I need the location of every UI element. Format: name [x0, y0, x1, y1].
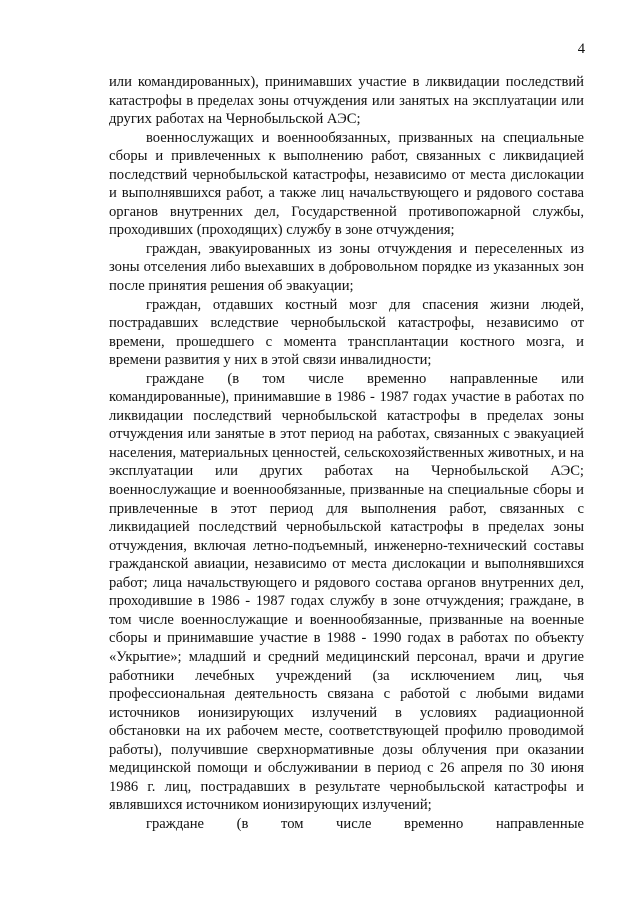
paragraph-continuation: или командированных), принимавших участие в ликвидации последствий катастрофы в пределах зоны отчуждения или занятых на эксплуатации или других работах на Чернобыльской АЭС; — [109, 74, 584, 128]
paragraph-liquidators-1986-1987: граждане (в том числе временно направленные или командированные), принимавшие в 1986 - 1987 годах участие в работах по ликвидации последствий чернобыльской катастрофы в пределах зоны отчуждения или занятые в этот период на работах, связанных с эвакуацией населения, материальных ценностей, сельскохозяйственных животных, и на эксплуатации или других работах на Чернобыльской АЭС; военнослужащие и военнообязанные, призванные на специальные сборы и привлеченные в этот период для выполнения работ, связанных с ликвидацией последствий чернобыльской катастрофы в пределах зоны отчуждения, включая летно-подъемный, инженерно-технический составы гражданской авиации, независимо от места дислокации и выполнявшихся работ; лица начальствующего и рядового состава органов внутренних дел, проходившие в 1986 - 1987 годах службу в зоне отчуждения; граждане, в том числе военнослужащие и военнообязанные, призванные на военные сборы и принимавшие участие в 1988 - 1990 годах в работах по объекту «Укрытие»; младший и средний медицинский персонал, врачи и другие работники лечебных учреждений (за исключением лиц, чья профессиональная деятельность связана с работой с любыми видами источников ионизирующих излучений в условиях радиационной обстановки на их рабочем месте, соответствующей профилю проводимой работы), получившие сверхнормативные дозы облучения при оказании медицинской помощи и обслуживании в период с 26 апреля по 30 июня 1986 г. лиц, пострадавших в результате чернобыльской катастрофы и являвшихся источником ионизирующих излучений; — [109, 370, 584, 814]
body-text — [109, 73, 584, 833]
paragraph-evacuated-citizens: граждан, эвакуированных из зоны отчуждения и переселенных из зоны отселения либо выехавших в добровольном порядке из указанных зон после принятия решения об эвакуации; — [109, 240, 584, 295]
page-number: 4 — [577, 41, 585, 57]
paragraph-bone-marrow-donors: граждан, отдавших костный мозг для спасения жизни людей, пострадавших вследствие чернобыльской катастрофы, независимо от времени, прошедшего с момента трансплантации костного мозга, и времени развития у них в этой связи инвалидности; — [109, 296, 584, 369]
paragraph-military-personnel: военнослужащих и военнообязанных, призванных на специальные сборы и привлеченных к выполнению работ, связанных с ликвидацией последствий чернобыльской катастрофы, независимо от места дислокации и выполнявшихся работ, а также лиц начальствующего и рядового состава органов внутренних дел, Государственной противопожарной службы, проходивших (проходящих) службу в зоне отчуждения; — [109, 129, 584, 239]
paragraph-continued-next-page: граждане (в том числе временно направленные — [146, 815, 584, 832]
